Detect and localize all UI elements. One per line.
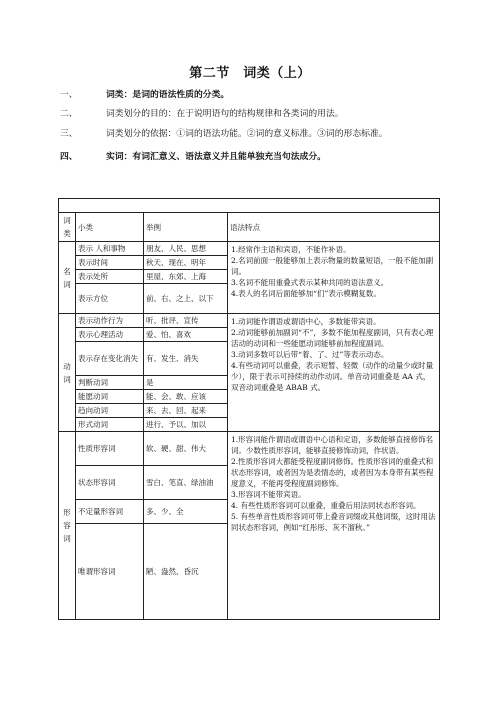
example-cell: 前、右、之上、以下 bbox=[144, 284, 228, 314]
table-header-row bbox=[59, 213, 440, 242]
feature-item: 5. 有些单音性质形容词可带上叠音词缀或其他词缀，这时用法同状态形容词，例如“红彤彤、灰不溜秋。” bbox=[231, 512, 436, 532]
word-class-table bbox=[58, 198, 440, 620]
feature-item: 3.名词不能用重叠式表示某种共同的语法意义。 bbox=[231, 278, 389, 287]
intro-number: 一、 bbox=[60, 90, 78, 100]
subclass-cell: 表示存在变化消失 bbox=[76, 342, 144, 376]
category-verb: 动词 bbox=[59, 314, 76, 432]
example-cell: 有、发生、消失 bbox=[144, 342, 228, 376]
table-top-strip bbox=[59, 199, 440, 213]
header-subclass: 小类 bbox=[76, 213, 144, 242]
table-row bbox=[59, 432, 440, 466]
example-cell: 秋天、现在、明年 bbox=[144, 256, 228, 270]
subclass-cell: 能愿动词 bbox=[76, 390, 144, 404]
header-example: 举例 bbox=[144, 213, 228, 242]
category-adjective: 形容词 bbox=[59, 432, 76, 620]
example-cell: 能、会、敢、应该 bbox=[144, 390, 228, 404]
feature-item: 3.形容词不能带宾语。 bbox=[231, 490, 306, 499]
subclass-cell: 形式动词 bbox=[76, 418, 144, 432]
header-features: 语法特点 bbox=[228, 213, 440, 242]
feature-item: 1.动词能作谓语或谓语中心，多数能带宾语。 bbox=[231, 317, 381, 326]
page-title: 第二节 词类（上） bbox=[189, 66, 311, 81]
subclass-cell: 表示 人和事物 bbox=[76, 242, 144, 256]
subclass-cell: 趋向动词 bbox=[76, 404, 144, 418]
header-category: 词类 bbox=[59, 213, 76, 242]
subclass-cell: 表示处所 bbox=[76, 270, 144, 284]
intro-item-1 bbox=[60, 89, 480, 101]
intro-item-3 bbox=[60, 128, 480, 140]
subclass-cell: 性质形容词 bbox=[76, 432, 144, 466]
subclass-cell: 判断动词 bbox=[76, 376, 144, 390]
example-cell: 是 bbox=[144, 376, 228, 390]
intro-number: 三、 bbox=[60, 129, 78, 139]
intro-number: 四、 bbox=[60, 152, 78, 162]
feature-item: 4.表人的名词后面能够加“们”表示模糊复数。 bbox=[231, 289, 381, 298]
intro-item-4 bbox=[60, 151, 480, 163]
feature-item: 3.动词多数可以后带“着、了、过”等表示动态。 bbox=[231, 350, 389, 359]
feature-item: 2.性质形容词大都能受程度副词修饰。性质形容词的重叠式和状态形容词，或者因为是表情态的，或者因为本身带有某些程度意义，不能再受程度副词修饰。 bbox=[231, 457, 434, 488]
feature-item: 4. 有些性质形容词可以重叠，重叠后用法同状态形容词。 bbox=[231, 501, 421, 510]
example-cell: 软、硬、甜、伟大 bbox=[144, 432, 228, 466]
subclass-cell: 唯谓形容词 bbox=[76, 524, 144, 620]
example-cell: 进行、予以、加以 bbox=[144, 418, 228, 432]
example-cell: 爱、怕、喜欢 bbox=[144, 328, 228, 342]
feature-item: 1.形容词能作谓语或谓语中心语和定语，多数能够直接修饰名词。少数性质形容词，能够直接修饰动词，作状语。 bbox=[231, 435, 434, 455]
example-cell: 陋、盎然、昏沉 bbox=[144, 524, 228, 620]
table-row bbox=[59, 314, 440, 328]
example-cell: 多、少、全 bbox=[144, 500, 228, 524]
example-cell: 里屋、东郊、上海 bbox=[144, 270, 228, 284]
intro-text: 词类划分的目的：在于说明语句的结构规律和各类词的用法。 bbox=[106, 109, 344, 119]
feature-item: 1.经常作主语和宾语，不能作补语。 bbox=[231, 245, 351, 254]
feature-item: 2.名词前面一般能够加上表示物量的数量短语，一般不能加副词。 bbox=[231, 256, 434, 276]
intro-item-2 bbox=[60, 108, 480, 120]
example-cell: 朋友、人民、思想 bbox=[144, 242, 228, 256]
intro-number: 二、 bbox=[60, 109, 78, 119]
example-cell: 听、批评、宣传 bbox=[144, 314, 228, 328]
subclass-cell: 不定量形容词 bbox=[76, 500, 144, 524]
feature-item: 4.有些动词可以重叠，表示短暂、轻微（动作的动量少或时量少），限于表示可持续的动作动词。单音动词重叠是 AA 式，双音动词重叠是 ABAB 式。 bbox=[231, 361, 434, 392]
example-cell: 来、去、回、起来 bbox=[144, 404, 228, 418]
intro-text: 实词：有词汇意义、语法意义并且能单独充当句法成分。 bbox=[106, 152, 326, 162]
intro-text: 词类划分的依据：①词的语法功能。②词的意义标准。③词的形态标准。 bbox=[106, 129, 388, 139]
verb-features bbox=[228, 314, 440, 432]
feature-item: 2.动词能够前加副词“不”，多数不能加程度副词，只有表心理活动的动词和一些能愿动词能够前加程度副词。 bbox=[231, 328, 434, 348]
adjective-features bbox=[228, 432, 440, 620]
subclass-cell: 表示动作行为 bbox=[76, 314, 144, 328]
subclass-cell: 状态形容词 bbox=[76, 466, 144, 500]
subclass-cell: 表示时间 bbox=[76, 256, 144, 270]
category-noun: 名词 bbox=[59, 242, 76, 314]
noun-features bbox=[228, 242, 440, 314]
intro-text: 词类：是词的语法性质的分类。 bbox=[106, 90, 230, 100]
example-cell: 雪白、笔直、绿油油 bbox=[144, 466, 228, 500]
subclass-cell: 表示心理活动 bbox=[76, 328, 144, 342]
subclass-cell: 表示方位 bbox=[76, 284, 144, 314]
table-row bbox=[59, 242, 440, 256]
